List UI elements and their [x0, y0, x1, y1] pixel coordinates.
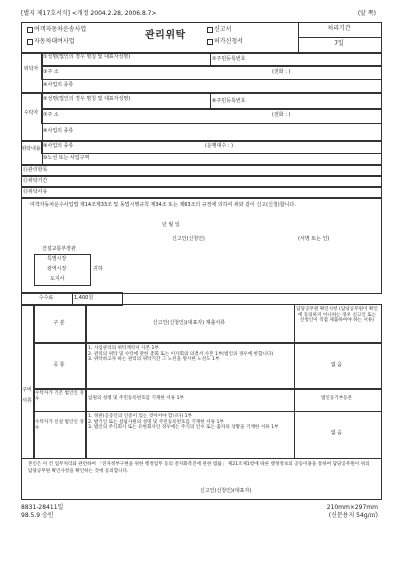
- docs-existing-label: 수탁자가 기존 법인인 경우: [35, 391, 84, 402]
- fee-value: 1,400원: [74, 295, 94, 301]
- trustee-address-field[interactable]: ⑦주 소: [43, 112, 59, 118]
- docs-common-items: 1. 사업관리의 위탁계약서 사본 1부 2. 관리의 위탁 및 수탁에 관한 총회 또는 이사회의 의결서 사본 1부(법인의 경우에 한합니다) 3. 위탁하고자 하는 관리의 위탁기간 그 노선을 명시한 노선도 1부: [88, 346, 274, 362]
- declaration-text: 여객자동차운수사업법 제14조제33조 및 동법시행규칙 제34조 또는 제63조의 규정에 의하여 위와 같이 신고(신청)합니다.: [30, 202, 296, 208]
- trustee-name-field[interactable]: ⑤성명(법인의 경우 명칭 및 대표자성명): [43, 96, 131, 102]
- recipient-special-city: 특별시장: [47, 256, 67, 262]
- docs-existing-items: 임원의 성명 및 주민등록번호를 기재한 서류 1부: [88, 396, 184, 401]
- form-title: 관리위탁: [145, 30, 186, 41]
- signature-seal-label[interactable]: (서명 또는 인): [298, 236, 330, 242]
- trustee-label-cell: [21, 92, 43, 142]
- docs-common-check: 없 음: [330, 362, 343, 368]
- docs-col2-header: 신고인(신청인)(대표자) 제출서류: [152, 320, 226, 326]
- applicant-label: 신고인(신청인): [172, 236, 205, 242]
- footer-size: 210mm×297mm: [326, 504, 378, 511]
- docs-new-check: 없 음: [330, 430, 343, 436]
- trustor-name-field[interactable]: ①성명(법인의 경우 명칭 및 대표자성명): [43, 54, 131, 60]
- consent-text: 본인은 이 건 업무처리와 관련하여 「전자정부구현을 위한 행정업무 등의 전자화촉진에 관한 법률」 제21조제1항에 따른 행정정보의 공동이용을 통하여 담당공무원이 위의 담당공무원 확인사항을 확인하는 것에 동의합니다.: [28, 462, 370, 475]
- checkbox-icon[interactable]: [207, 39, 213, 45]
- recipient-governor: 도지사: [50, 276, 65, 282]
- page-side: (앞 쪽): [357, 10, 376, 17]
- trustor-business-field[interactable]: ④사업의 종류: [43, 82, 74, 88]
- processing-value: 7일: [334, 40, 344, 47]
- docs-existing-check: 법인등기부등본: [320, 396, 353, 401]
- trustee-label: 수탁자: [23, 110, 39, 116]
- processing-label: 처리기간: [327, 25, 351, 32]
- option-passenger-business[interactable]: 여객자동차운송사업: [27, 26, 86, 33]
- docs-col3-header: 담당공무원 확인사항 (담당공무원이 확인에 동의하지 아니하는 경우 신고인 또는 신청인이 직접 제출하여야 하는 서류): [296, 307, 378, 323]
- fee-label: 수수료: [38, 295, 54, 301]
- trustee-phone-field[interactable]: (전화 : ): [272, 112, 291, 118]
- footer-code: 8831-28411일: [21, 504, 64, 511]
- declaration-date[interactable]: 년 월 일: [162, 222, 180, 228]
- option-permit-application[interactable]: 허가신청서: [207, 38, 243, 45]
- trustee-address-row: [41, 108, 382, 124]
- option-report[interactable]: 신고서: [207, 26, 231, 33]
- docs-new-label: 수탁자가 신설 법인인 경우: [35, 420, 84, 431]
- route-field[interactable]: ⑩노선 또는 사업구역: [43, 155, 90, 161]
- consignment-business-field[interactable]: ⑨사업의 종류: [43, 143, 74, 149]
- footer-paper: (신문용지 54g/㎡): [328, 512, 378, 519]
- checkbox-icon[interactable]: [27, 27, 33, 33]
- option-rental-business[interactable]: 자동차대여사업: [27, 38, 75, 45]
- docs-common-label: 공 통: [53, 362, 65, 368]
- footer-approval: 98.5.9 승인: [21, 512, 54, 519]
- trustor-rrn-field[interactable]: ②주민등록번호: [212, 56, 246, 62]
- docs-side-label: 구비서류: [22, 387, 32, 404]
- docs-col1-header: 구 분: [53, 320, 65, 326]
- recipient-minister: 건설교통부장관: [42, 246, 76, 252]
- consent-signer[interactable]: 신고인(신청인)(대표자): [200, 488, 252, 494]
- checkbox-icon[interactable]: [207, 27, 213, 33]
- vehicle-count-field[interactable]: (운행대수 : ): [205, 143, 234, 149]
- recipient-suffix: 귀하: [93, 266, 103, 272]
- scope-field[interactable]: ⑪관리항목: [23, 167, 48, 173]
- checkbox-icon[interactable]: [27, 39, 33, 45]
- trustee-rrn-field[interactable]: ⑥주민등록번호: [212, 98, 246, 104]
- form-number: [별지 제17호서식] <개정 2004.2.28, 2006.8.7>: [21, 10, 157, 17]
- docs-new-items: 1. 정관(공증인의 인증이 있는 것이어야 합니다) 1부 2. 발기인 또는 설립사원의 성명 및 주민등록번호를 기재한 서류 1부 3. 법인의 주식회사 또는 유한회사인 경우에는 주식의 인수 또는 출자의 상황을 기재한 서류 1부: [88, 414, 279, 430]
- period-field[interactable]: ⑫위탁기간: [23, 178, 48, 184]
- consignment-label-cell: [21, 140, 43, 166]
- trustor-label: 위탁자: [23, 66, 39, 72]
- trustor-phone-field[interactable]: (전화 : ): [272, 69, 291, 75]
- consignment-label: 위탁내용: [21, 146, 41, 152]
- trustor-label-cell: [21, 52, 43, 94]
- recipient-metro-city: 광역시장: [47, 266, 67, 272]
- reason-field[interactable]: ⑬위탁사유: [23, 189, 48, 195]
- trustee-business-field[interactable]: ⑧사업의 종류: [43, 128, 74, 134]
- trustor-address-row: [41, 65, 382, 80]
- trustor-address-field[interactable]: ③주 소: [43, 69, 59, 75]
